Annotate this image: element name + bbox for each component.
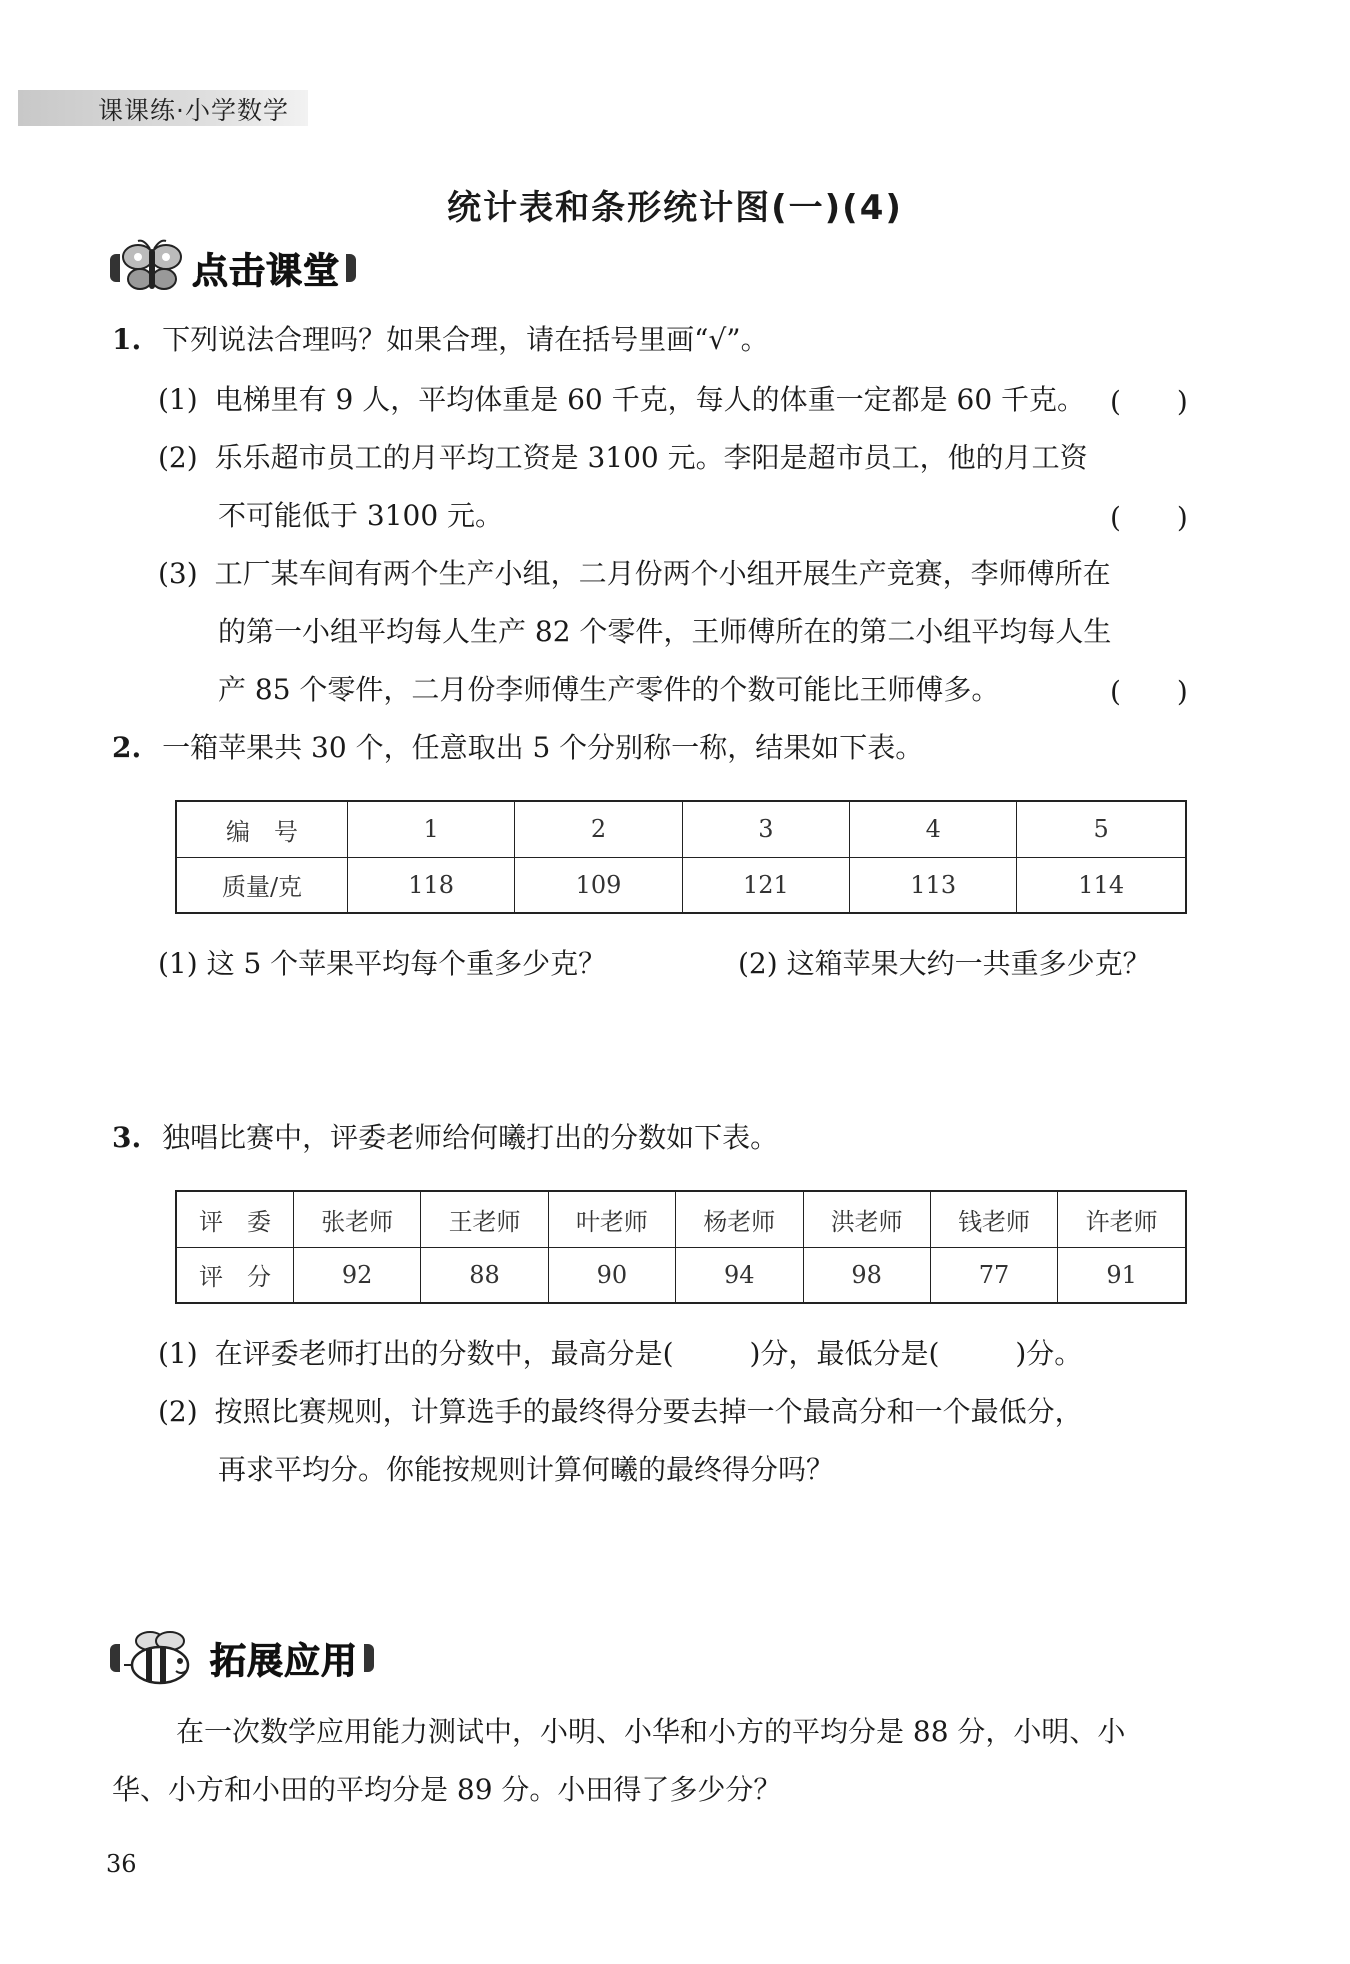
table-cell: 张老师 [294,1191,421,1247]
ext-line-2: 华、小方和小田的平均分是 89 分。小田得了多少分？ [112,1773,782,1806]
answer-bracket[interactable]: ( ) [1110,501,1188,534]
table-cell: 88 [421,1247,548,1303]
table-row [176,801,1186,857]
table-cell: 118 [348,857,515,913]
q1-item-3-cont: 的第一小组平均每人生产 82 个零件，王师傅所在的第二小组平均每人生 [218,615,1112,648]
table-cell: 121 [682,857,849,913]
q3-stem: 独唱比赛中，评委老师给何曦打出的分数如下表。 [162,1121,779,1154]
q3-stem-line [112,1118,778,1158]
table-cell: 王老师 [421,1191,548,1247]
q3-number: 3. [112,1121,142,1154]
q1-item-1 [158,380,1085,420]
q2-stem: 一箱苹果共 30 个，任意取出 5 个分别称一称，结果如下表。 [162,731,924,764]
item-text: 电梯里有 9 人，平均体重是 60 千克，每人的体重一定都是 60 千克。 [214,383,1086,416]
q2-stem-line [112,728,923,768]
table-cell: 91 [1058,1247,1186,1303]
q2-sub-2: (2) 这箱苹果大约一共重多少克？ [738,947,1151,980]
q3-sub-2-cont: 再求平均分。你能按规则计算何曦的最终得分吗？ [218,1453,835,1486]
section-label: 拓展应用 [210,1640,359,1682]
page-title: 统计表和条形统计图(一)(4) [447,188,903,228]
table-cell: 钱老师 [930,1191,1057,1247]
section-cap-right [346,254,356,282]
q3-sub-1 [158,1334,1082,1374]
table-row [176,1191,1186,1247]
q1-stem-line [112,320,769,360]
table-cell: 洪老师 [803,1191,930,1247]
table-cell: 92 [294,1247,421,1303]
item-text: )分，最低分是( [749,1337,940,1370]
q2-sub-1: (1) 这 5 个苹果平均每个重多少克？ [158,947,607,980]
answer-bracket[interactable]: ( ) [1110,675,1188,708]
bee-icon [120,1629,204,1687]
answer-bracket[interactable]: ( ) [1110,385,1188,418]
book-title: 课课练·小学数学 [98,96,289,125]
table-cell: 98 [803,1247,930,1303]
section-cap-left [110,254,120,282]
table-cell: 杨老师 [676,1191,803,1247]
section-cap-left [110,1644,120,1672]
q1-item-3-cont: 产 85 个零件，二月份李师傅生产零件的个数可能比王师傅多。 [218,673,1000,706]
q2-number: 2. [112,731,142,764]
item-text: )分。 [1015,1337,1083,1370]
table-cell: 114 [1017,857,1186,913]
section-label: 点击课堂 [192,250,341,292]
judge-score-table [175,1190,1187,1304]
item-text: 在评委老师打出的分数中，最高分是( [214,1337,674,1370]
item-label: (1) [158,1337,198,1370]
apple-weight-table [175,800,1187,914]
table-cell: 109 [515,857,682,913]
q1-item-2 [158,438,1088,478]
item-text: 乐乐超市员工的月平均工资是 3100 元。李阳是超市员工，他的月工资 [214,441,1088,474]
item-label: (3) [158,557,198,590]
q1-number: 1. [112,323,142,356]
table-cell: 113 [850,857,1017,913]
table-cell: 5 [1017,801,1186,857]
section-header-dianji [110,238,356,298]
section-header-tuozhan [110,1628,374,1688]
table-cell: 许老师 [1058,1191,1186,1247]
item-label: (1) [158,383,198,416]
q1-item-2-cont: 不可能低于 3100 元。 [218,499,504,532]
item-label: (2) [158,441,198,474]
row-header: 编 号 [176,801,348,857]
row-header: 评 分 [176,1247,294,1303]
q3-sub-2 [158,1392,1083,1432]
table-row [176,857,1186,913]
ext-line-1: 在一次数学应用能力测试中，小明、小华和小方的平均分是 88 分，小明、小 [176,1715,1126,1748]
row-header: 质量/克 [176,857,348,913]
item-text: 工厂某车间有两个生产小组，二月份两个小组开展生产竞赛，李师傅所在 [214,557,1111,590]
q1-stem: 下列说法合理吗？如果合理，请在括号里画“√”。 [162,323,769,356]
item-label: (2) [158,1395,198,1428]
item-text: 按照比赛规则，计算选手的最终得分要去掉一个最高分和一个最低分， [214,1395,1083,1428]
table-cell: 90 [548,1247,675,1303]
row-header: 评 委 [176,1191,294,1247]
page-number: 36 [106,1850,137,1878]
table-cell: 叶老师 [548,1191,675,1247]
table-row [176,1247,1186,1303]
table-cell: 3 [682,801,849,857]
table-cell: 77 [930,1247,1057,1303]
table-cell: 1 [348,801,515,857]
table-cell: 4 [850,801,1017,857]
butterfly-icon [120,239,186,297]
table-cell: 2 [515,801,682,857]
section-cap-right [364,1644,374,1672]
q1-item-3 [158,554,1111,594]
table-cell: 94 [676,1247,803,1303]
